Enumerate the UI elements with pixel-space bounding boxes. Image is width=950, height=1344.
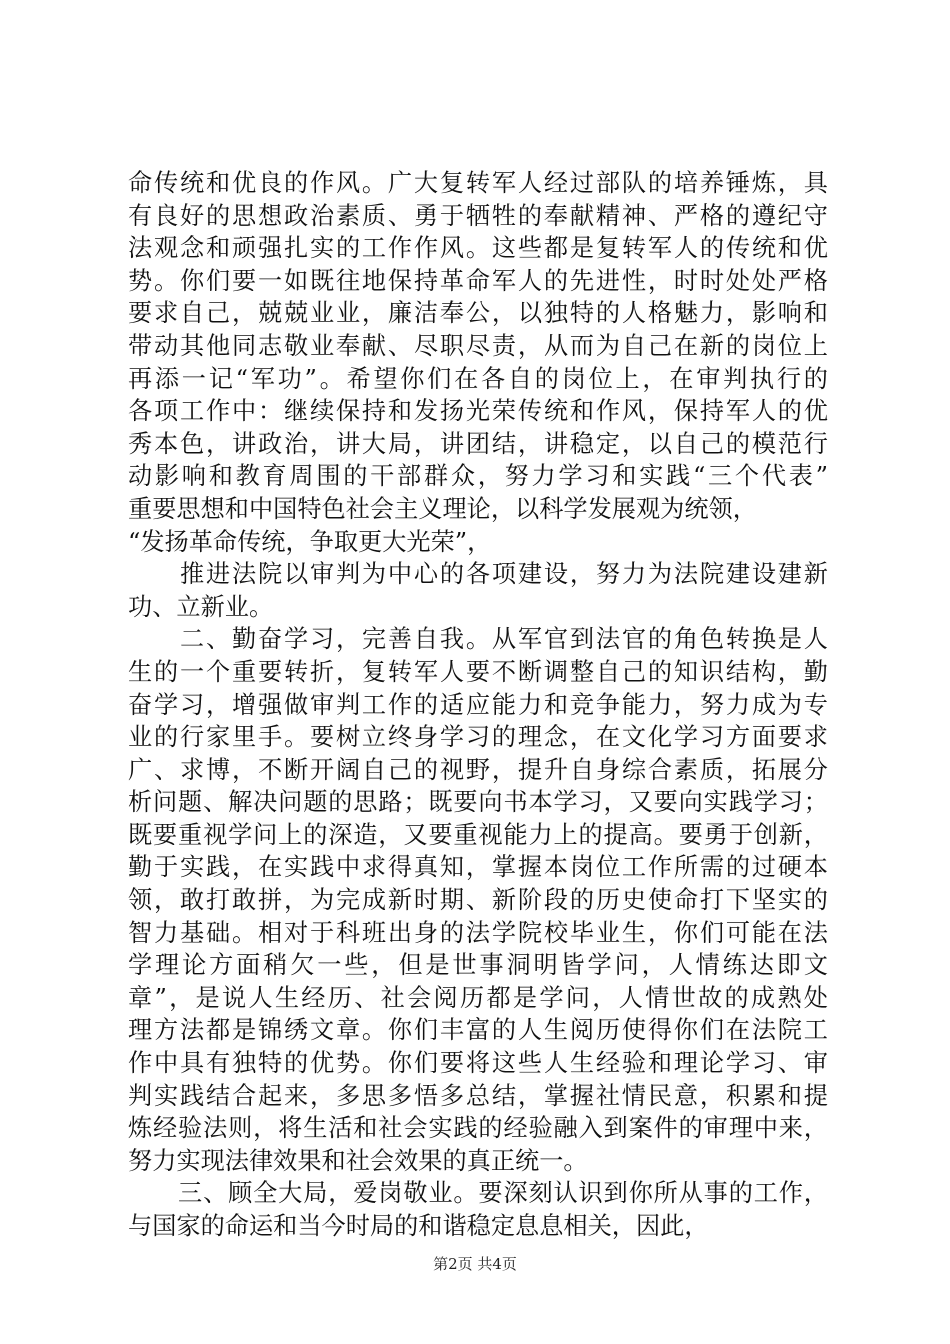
text-line: 功、立新业。 [128, 592, 274, 621]
text-line: 动影响和教育周围的干部群众，努力学习和实践“三个代表” [128, 462, 828, 491]
text-line: 生的一个重要转折，复转军人要不断调整自己的知识结构，勤 [128, 657, 828, 686]
text-line: 二、勤奋学习，完善自我。从军官到法官的角色转换是人 [128, 625, 828, 654]
text-line: 与国家的命运和当今时局的和谐稳定息息相关，因此， [128, 1212, 709, 1240]
text-line: 既要重视学问上的深造，又要重视能力上的提高。要勇于创新， [128, 820, 828, 849]
text-line: 法观念和顽强扎实的工作作风。这些都是复转军人的传统和优 [128, 234, 828, 263]
text-line: 章”，是说人生经历、社会阅历都是学问，人情世故的成熟处 [128, 983, 828, 1012]
text-line: 学理论方面稍欠一些，但是世事洞明皆学问，人情练达即文 [128, 951, 828, 980]
text-line: 再添一记“军功”。希望你们在各自的岗位上，在审判执行的 [128, 364, 828, 393]
text-line: 努力实现法律效果和社会效果的真正统一。 [128, 1146, 588, 1175]
text-line: 命传统和优良的作风。广大复转军人经过部队的培养锤炼，具 [128, 169, 828, 197]
text-line: 秀本色，讲政治，讲大局，讲团结，讲稳定，以自己的模范行 [128, 429, 828, 458]
text-line: 重要思想和中国特色社会主义理论，以科学发展观为统领， [128, 494, 757, 523]
text-line: 推进法院以审判为中心的各项建设，努力为法院建设建新 [128, 560, 828, 589]
text-line: 有良好的思想政治素质、勇于牺牲的奉献精神、严格的遵纪守 [128, 201, 828, 230]
text-line: 奋学习，增强做审判工作的适应能力和竞争能力，努力成为专 [128, 690, 828, 719]
text-line: 广、求博，不断开阔自己的视野，提升自身综合素质，拓展分 [128, 755, 828, 784]
text-line: 势。你们要一如既往地保持革命军人的先进性，时时处处严格 [128, 266, 828, 295]
text-line: 勤于实践，在实践中求得真知，掌握本岗位工作所需的过硬本 [128, 853, 828, 882]
text-line: 要求自己，兢兢业业，廉洁奉公，以独特的人格魅力，影响和 [128, 299, 828, 328]
text-line: 炼经验法则，将生活和社会实践的经验融入到案件的审理中来， [128, 1114, 828, 1143]
page-footer: 第2页 共4页 [433, 1255, 517, 1273]
text-line: 判实践结合起来，多思多悟多总结，掌握社情民意，积累和提 [128, 1081, 828, 1110]
text-line: 领，敢打敢拼，为完成新时期、新阶段的历史使命打下坚实的 [128, 886, 828, 915]
text-line: 智力基础。相对于科班出身的法学院校毕业生，你们可能在法 [128, 918, 828, 947]
text-line: 各项工作中：继续保持和发扬光荣传统和作风，保持军人的优 [128, 397, 828, 426]
text-line: 三、顾全大局，爱岗敬业。要深刻认识到你所从事的工作， [128, 1179, 828, 1208]
text-line: 作中具有独特的优势。你们要将这些人生经验和理论学习、审 [128, 1049, 828, 1078]
text-line: 理方法都是锦绣文章。你们丰富的人生阅历使得你们在法院工 [128, 1016, 828, 1045]
body-text [128, 167, 828, 1243]
text-line: 析问题、解决问题的思路；既要向书本学习，又要向实践学习； [128, 788, 828, 817]
text-line: 业的行家里手。要树立终身学习的理念，在文化学习方面要求 [128, 723, 828, 752]
text-line: 带动其他同志敬业奉献、尽职尽责，从而为自己在新的岗位上 [128, 331, 828, 360]
text-line: “发扬革命传统，争取更大光荣”， [128, 527, 492, 556]
